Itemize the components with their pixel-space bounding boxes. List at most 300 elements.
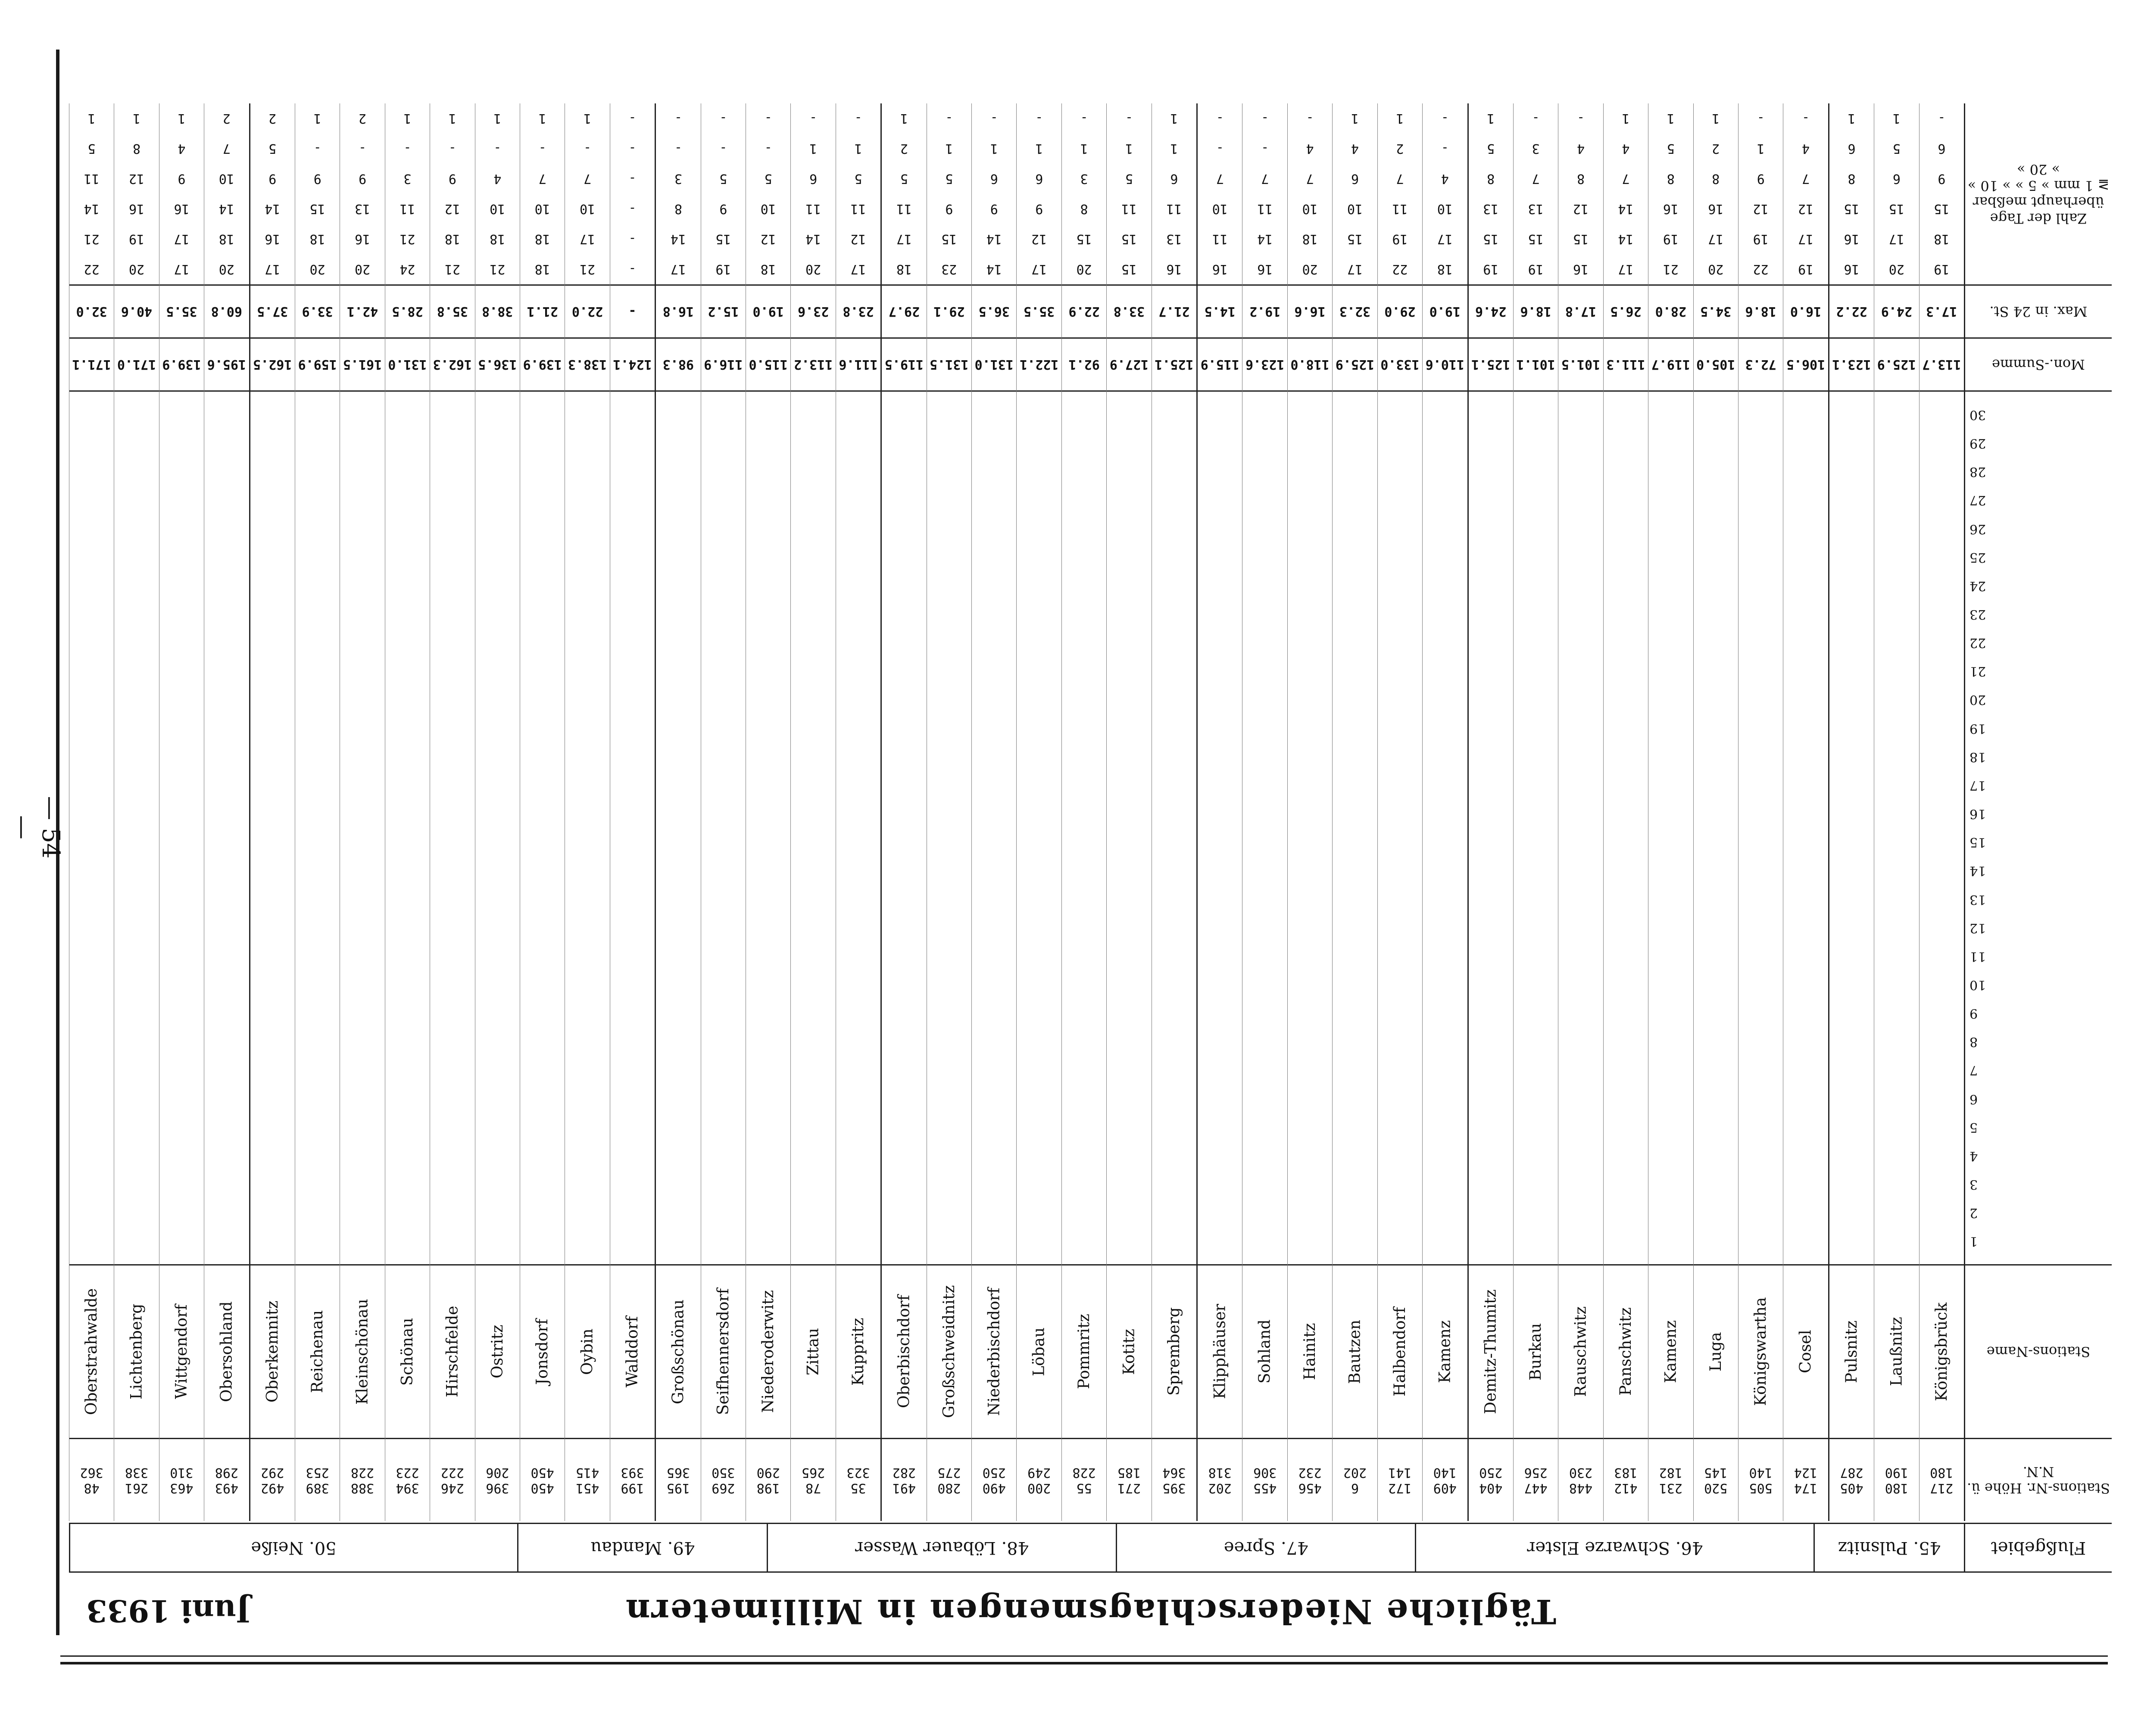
station-height: 190: [1885, 1465, 1908, 1480]
station-number: 412: [1614, 1480, 1638, 1496]
station-height: 249: [1027, 1465, 1051, 1480]
max-24h: 18.6: [1514, 286, 1558, 339]
station-column: [1783, 103, 1828, 1521]
station-column: [655, 103, 700, 1521]
monthly-sum: 138.3: [565, 339, 609, 392]
monthly-sum: 131.5: [927, 339, 971, 392]
station-height: 206: [486, 1465, 509, 1480]
page-frame-bottom-line: [60, 1655, 2108, 1657]
day-label: 14: [1969, 863, 1986, 879]
station-height: 223: [396, 1465, 419, 1480]
day-count: 17: [1708, 231, 1724, 247]
max-24h: 38.8: [475, 286, 520, 339]
day-count: 1: [1487, 111, 1495, 126]
day-count: 9: [1938, 171, 1946, 187]
station-column: [1242, 103, 1287, 1521]
day-count: 7: [1622, 171, 1630, 187]
day-counts: [1107, 103, 1151, 286]
day-count: -: [945, 111, 953, 126]
station-column: [159, 103, 204, 1521]
station-name: Wittgendorf: [159, 1264, 204, 1438]
day-counts: [1378, 103, 1422, 286]
station-column: [1061, 103, 1106, 1521]
station-height: 287: [1840, 1465, 1863, 1480]
day-count: 1: [900, 111, 908, 126]
station-name: Rauschwitz: [1558, 1264, 1603, 1438]
day-count: 5: [1892, 141, 1901, 156]
day-label: 9: [1969, 1006, 1978, 1021]
day-count: 10: [1347, 201, 1363, 217]
station-height: 306: [1253, 1465, 1277, 1480]
day-count: 1: [133, 111, 141, 126]
daily-values: [1920, 392, 1964, 1264]
station-column: [1874, 103, 1919, 1521]
station-number: 405: [1840, 1480, 1863, 1496]
daily-values: [1243, 392, 1287, 1264]
river-group-header: 46. Schwarze Elster: [1415, 1524, 1813, 1571]
day-label: 18: [1969, 749, 1986, 764]
monthly-sum: 101.5: [1558, 339, 1603, 392]
day-count: 1: [1170, 111, 1178, 126]
max-24h: -: [610, 286, 655, 339]
daily-values: [1017, 392, 1061, 1264]
station-name: Walddorf: [610, 1264, 655, 1438]
max-24h: 34.5: [1694, 286, 1738, 339]
station-column: [204, 103, 249, 1521]
day-count: 15: [1844, 201, 1860, 217]
day-count: 21: [490, 262, 506, 277]
daily-values: [927, 392, 971, 1264]
daily-values: [1648, 392, 1693, 1264]
day-count: 15: [1934, 201, 1950, 217]
station-column: [295, 103, 340, 1521]
station-number: 269: [712, 1480, 735, 1496]
monthly-sum: 115.0: [746, 339, 790, 392]
day-count: 8: [674, 201, 682, 217]
station-number-height: [656, 1438, 700, 1521]
day-count: 15: [1347, 231, 1363, 247]
day-count: 2: [900, 141, 908, 156]
day-counts: [204, 103, 249, 286]
day-count: 1: [1170, 141, 1178, 156]
day-count: -: [719, 141, 727, 156]
station-number: 48: [84, 1480, 100, 1496]
day-count: -: [1532, 111, 1540, 126]
station-number: 231: [1659, 1480, 1682, 1496]
day-count: 1: [1396, 111, 1404, 126]
day-count: 9: [178, 171, 186, 187]
day-count: 21: [580, 262, 596, 277]
day-count: 5: [1487, 141, 1495, 156]
station-number-height: [250, 1438, 295, 1521]
station-number: 389: [306, 1480, 329, 1496]
day-count: -: [990, 111, 998, 126]
station-number: 180: [1885, 1480, 1908, 1496]
max-24h: 33.9: [295, 286, 340, 339]
station-height: 310: [170, 1465, 194, 1480]
daily-values: [1378, 392, 1422, 1264]
day-counts: [1423, 103, 1467, 286]
monthly-sum: 123.1: [1829, 339, 1874, 392]
max-24h: 14.5: [1198, 286, 1242, 339]
day-count: 7: [538, 171, 546, 187]
day-count: 11: [1212, 231, 1228, 247]
station-name: Sohland: [1243, 1264, 1287, 1438]
day-counts: [1604, 103, 1648, 286]
daily-values: [204, 392, 249, 1264]
station-height: 232: [1298, 1465, 1322, 1480]
day-count: -: [1216, 111, 1224, 126]
station-number: 172: [1388, 1480, 1412, 1496]
station-name: Oberkemnitz: [250, 1264, 295, 1438]
station-height: 250: [1479, 1465, 1503, 1480]
daily-values: [1558, 392, 1603, 1264]
day-count: 2: [222, 111, 231, 126]
monthly-sum: 118.0: [1288, 339, 1332, 392]
station-number-height: [791, 1438, 835, 1521]
station-name: Kuppritz: [836, 1264, 880, 1438]
day-count: 10: [1302, 201, 1318, 217]
station-number-height: [1694, 1438, 1738, 1521]
station-number: 456: [1298, 1480, 1322, 1496]
day-count: 1: [313, 111, 321, 126]
station-number: 55: [1076, 1480, 1092, 1496]
day-count: 8: [1577, 171, 1585, 187]
day-count: -: [1261, 111, 1269, 126]
max-label: Max. in 24 St.: [1965, 286, 2112, 339]
station-number: 217: [1930, 1480, 1954, 1496]
station-column: [1377, 103, 1422, 1521]
station-name: Kleinschönau: [340, 1264, 384, 1438]
day-count: 7: [584, 171, 592, 187]
day-count: 1: [1125, 141, 1133, 156]
monthly-sum: 125.9: [1333, 339, 1377, 392]
day-counts: [1062, 103, 1106, 286]
station-name: Oybin: [565, 1264, 609, 1438]
station-number-height: [972, 1438, 1016, 1521]
max-24h: 16.0: [1783, 286, 1828, 339]
day-count: -: [1035, 111, 1043, 126]
day-count: -: [1080, 111, 1088, 126]
station-number-height: [1017, 1438, 1061, 1521]
day-count: 14: [84, 201, 100, 217]
day-label: 7: [1969, 1063, 1978, 1078]
day-count: 21: [400, 231, 415, 247]
day-count: 19: [1483, 262, 1499, 277]
day-counts: [1920, 103, 1964, 286]
day-counts: [114, 103, 159, 286]
day-count: 15: [1483, 231, 1499, 247]
day-counts: [927, 103, 971, 286]
station-name: Luga: [1694, 1264, 1738, 1438]
station-column: [790, 103, 835, 1521]
monthly-sum: 195.6: [204, 339, 249, 392]
day-count: -: [628, 231, 637, 247]
station-column: [1828, 103, 1874, 1521]
daily-values: [565, 392, 609, 1264]
station-column: [565, 103, 609, 1521]
day-count: 7: [1802, 171, 1810, 187]
station-number-height: [1558, 1438, 1603, 1521]
river-group-header: 49. Mandau: [517, 1524, 767, 1571]
day-count: 1: [990, 141, 998, 156]
station-column: [1152, 103, 1196, 1521]
day-label: 30: [1969, 407, 1986, 422]
daily-values: [1514, 392, 1558, 1264]
river-group-header: 50. Neiße: [69, 1524, 517, 1571]
day-count: 13: [1528, 201, 1544, 217]
station-column: [520, 103, 565, 1521]
monthly-sum: 122.1: [1017, 339, 1061, 392]
daily-values: [69, 392, 114, 1264]
day-counts: [159, 103, 204, 286]
station-number-height: [610, 1438, 655, 1521]
station-number: 396: [486, 1480, 509, 1496]
station-number-height: [430, 1438, 474, 1521]
day-count: 1: [1351, 111, 1359, 126]
station-number: 395: [1162, 1480, 1186, 1496]
day-count: 2: [268, 111, 277, 126]
station-number-height: [340, 1438, 384, 1521]
station-height: 140: [1433, 1465, 1457, 1480]
day-counts: [882, 103, 926, 286]
max-24h: 32.0: [69, 286, 114, 339]
station-number-height: [1648, 1438, 1693, 1521]
page-number: — 54 —: [9, 796, 65, 859]
day-count: 17: [1031, 262, 1047, 277]
day-count: 8: [1712, 171, 1720, 187]
monthly-sum: 136.5: [475, 339, 520, 392]
day-label: 23: [1969, 606, 1986, 622]
max-24h: 17.3: [1920, 286, 1964, 339]
daily-values: [656, 392, 700, 1264]
daily-values: [1604, 392, 1648, 1264]
day-count: 14: [986, 262, 1002, 277]
day-count: 20: [128, 262, 145, 277]
station-height: 256: [1524, 1465, 1548, 1480]
station-height: 318: [1208, 1465, 1232, 1480]
station-number-height: [385, 1438, 430, 1521]
station-number-height: [1152, 1438, 1196, 1521]
daily-values: [1783, 392, 1828, 1264]
station-number: 409: [1433, 1480, 1457, 1496]
day-count: 15: [309, 201, 325, 217]
day-count: 1: [1712, 111, 1720, 126]
station-number-height: [1378, 1438, 1422, 1521]
day-count: 18: [896, 262, 912, 277]
day-count: 17: [174, 262, 190, 277]
day-count: 1: [1892, 111, 1901, 126]
station-name: Laußnitz: [1874, 1264, 1919, 1438]
day-count: 3: [1532, 141, 1540, 156]
daily-values: [1288, 392, 1332, 1264]
day-count: 15: [941, 231, 957, 247]
day-label: 6: [1969, 1091, 1978, 1106]
day-count: 5: [945, 171, 953, 187]
day-counts: [1469, 103, 1513, 286]
day-count: 10: [1212, 201, 1228, 217]
daily-values: [1107, 392, 1151, 1264]
station-number: 455: [1253, 1480, 1277, 1496]
monthly-sum: 131.0: [972, 339, 1016, 392]
flussgebiet-label: Flußgebiet: [1964, 1524, 2112, 1571]
day-count: 11: [1257, 201, 1273, 217]
monthly-sum: 105.0: [1694, 339, 1738, 392]
day-count: -: [1577, 111, 1585, 126]
daily-values: [1198, 392, 1242, 1264]
day-count: -: [403, 141, 412, 156]
day-count: 3: [674, 171, 682, 187]
station-number-height: [1874, 1438, 1919, 1521]
station-number-height: [1604, 1438, 1648, 1521]
day-count: 7: [222, 141, 231, 156]
day-count: 11: [84, 171, 100, 187]
station-number: 174: [1794, 1480, 1818, 1496]
river-group-header: 45. Pulsnitz: [1813, 1524, 1964, 1571]
day-count: 1: [1848, 111, 1856, 126]
day-count: -: [628, 141, 637, 156]
max-24h: 21.7: [1152, 286, 1196, 339]
daily-values: [340, 392, 384, 1264]
day-counts: [565, 103, 609, 286]
day-count: 11: [1166, 201, 1182, 217]
day-counts: [385, 103, 430, 286]
station-number-height: [114, 1438, 159, 1521]
day-label: 20: [1969, 692, 1986, 707]
day-count: 14: [986, 231, 1002, 247]
day-label: 3: [1969, 1177, 1978, 1192]
day-count: 4: [1351, 141, 1359, 156]
day-count: 16: [265, 231, 281, 247]
day-count: 23: [941, 262, 957, 277]
river-group-header: 47. Spree: [1116, 1524, 1415, 1571]
day-count: 20: [1708, 262, 1724, 277]
day-count: -: [854, 111, 862, 126]
day-counts: [701, 103, 746, 286]
station-name: Burkau: [1514, 1264, 1558, 1438]
max-24h: 19.0: [1423, 286, 1467, 339]
day-count: 17: [896, 231, 912, 247]
station-name: Kotitz: [1107, 1264, 1151, 1438]
station-height: 393: [621, 1465, 644, 1480]
max-24h: 16.8: [656, 286, 700, 339]
daily-values: [520, 392, 565, 1264]
station-height: 364: [1162, 1465, 1186, 1480]
station-name: Oberstrahwalde: [69, 1264, 114, 1438]
day-counts: [1514, 103, 1558, 286]
day-label: 1: [1969, 1234, 1978, 1249]
day-count: 20: [1302, 262, 1318, 277]
station-column: [1513, 103, 1558, 1521]
day-count: 19: [1663, 231, 1679, 247]
hoehe-label: Stations-Nr. Höhe ü. N.N.: [1965, 1438, 2112, 1521]
day-count: 18: [1934, 231, 1950, 247]
day-count: 14: [670, 231, 686, 247]
day-count: 17: [265, 262, 281, 277]
monthly-sum: 115.9: [1198, 339, 1242, 392]
station-number-height: [1920, 1438, 1964, 1521]
day-count: 16: [1844, 231, 1860, 247]
day-label: 17: [1969, 777, 1986, 793]
station-name: Zittau: [791, 1264, 835, 1438]
day-counts: [836, 103, 880, 286]
station-number: 6: [1351, 1480, 1359, 1496]
max-24h: 36.5: [972, 286, 1016, 339]
station-number: 388: [350, 1480, 375, 1496]
day-count: 9: [719, 201, 727, 217]
river-group-header: 48. Löbauer Wasser: [767, 1524, 1116, 1571]
station-number: 490: [982, 1480, 1006, 1496]
day-count: 6: [1892, 171, 1901, 187]
day-count: 15: [1573, 231, 1589, 247]
station-column: [1422, 103, 1467, 1521]
day-count: 11: [400, 201, 415, 217]
station-name: Niederoderwitz: [746, 1264, 790, 1438]
station-height: 265: [802, 1465, 825, 1480]
document-title: Tägliche Niederschlagsmengen in Millimetern: [624, 1592, 1557, 1631]
station-height: 180: [1930, 1465, 1954, 1480]
table-sheet: [69, 86, 2112, 1646]
day-count: 11: [805, 201, 821, 217]
day-label: 5: [1969, 1119, 1978, 1135]
station-number: 505: [1749, 1480, 1773, 1496]
station-name: Pommritz: [1062, 1264, 1106, 1438]
title-row: [69, 1577, 2112, 1646]
day-counts: [1152, 103, 1196, 286]
day-counts: [430, 103, 474, 286]
station-number-height: [701, 1438, 746, 1521]
day-count: 4: [1441, 171, 1449, 187]
day-count: 4: [1577, 141, 1585, 156]
max-24h: 60.8: [204, 286, 249, 339]
station-number-height: [1198, 1438, 1242, 1521]
day-count: -: [538, 141, 546, 156]
day-count: 10: [580, 201, 596, 217]
max-24h: 32.3: [1333, 286, 1377, 339]
day-counts: [1648, 103, 1693, 286]
day-counts: [69, 103, 114, 286]
daily-values: [836, 392, 880, 1264]
day-count: 8: [1667, 171, 1675, 187]
max-24h: 33.8: [1107, 286, 1151, 339]
daily-values: [610, 392, 655, 1264]
day-label: 16: [1969, 806, 1986, 822]
station-number-height: [475, 1438, 520, 1521]
day-count: 2: [359, 111, 367, 126]
day-count: 22: [84, 262, 100, 277]
day-counts: [746, 103, 790, 286]
day-count: 8: [1848, 171, 1856, 187]
station-name: Cosel: [1783, 1264, 1828, 1438]
day-count: -: [628, 171, 637, 187]
day-count: 4: [1622, 141, 1630, 156]
max-24h: 21.1: [520, 286, 565, 339]
monthly-sum: 125.1: [1152, 339, 1196, 392]
max-24h: 28.0: [1648, 286, 1693, 339]
daily-values: [1694, 392, 1738, 1264]
station-number-height: [882, 1438, 926, 1521]
monthly-sum: 101.1: [1514, 339, 1558, 392]
station-height: 338: [125, 1465, 149, 1480]
day-count: 15: [715, 231, 731, 247]
station-height: 145: [1704, 1465, 1728, 1480]
station-number: 448: [1569, 1480, 1593, 1496]
monthly-sum: 106.5: [1783, 339, 1828, 392]
daily-values: [475, 392, 520, 1264]
day-count: 17: [580, 231, 596, 247]
day-count: 12: [128, 171, 145, 187]
day-count: 14: [1257, 231, 1273, 247]
